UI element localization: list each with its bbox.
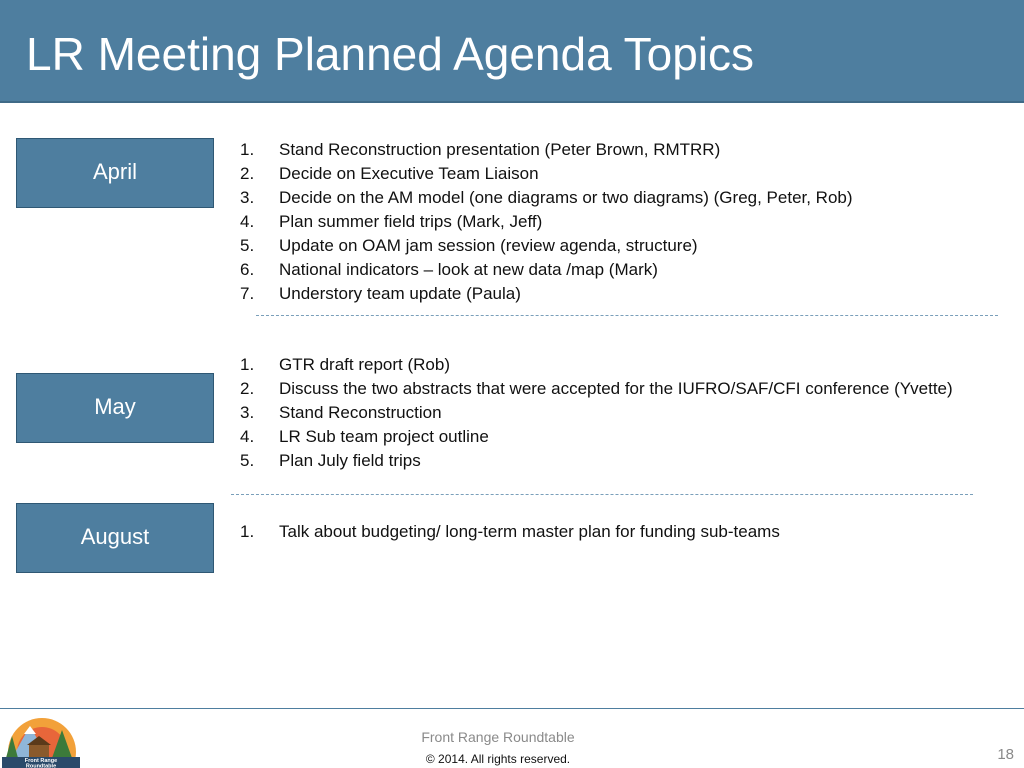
list-number: 4. bbox=[240, 212, 255, 231]
list-number: 7. bbox=[240, 284, 255, 303]
list-item bbox=[240, 234, 853, 258]
month-label-august bbox=[16, 503, 214, 573]
list-item-text: Understory team update (Paula) bbox=[279, 284, 521, 303]
title-banner bbox=[0, 0, 1024, 103]
month-label-text: May bbox=[94, 394, 136, 419]
list-number: 3. bbox=[240, 188, 255, 207]
section-divider bbox=[231, 494, 973, 495]
list-number: 1. bbox=[240, 522, 255, 541]
footer-copyright: © 2014. All rights reserved. bbox=[425, 752, 571, 766]
list-item bbox=[240, 401, 953, 425]
list-item-text: Plan July field trips bbox=[279, 451, 421, 470]
footer-divider bbox=[0, 708, 1024, 709]
list-item bbox=[240, 138, 853, 162]
month-label-may bbox=[16, 373, 214, 443]
footer-organization: Front Range Roundtable bbox=[421, 729, 575, 745]
list-item-text: Decide on Executive Team Liaison bbox=[279, 164, 539, 183]
list-item bbox=[240, 282, 853, 306]
agenda-list-april bbox=[240, 138, 853, 306]
list-number: 4. bbox=[240, 427, 255, 446]
list-number: 1. bbox=[240, 140, 255, 159]
list-item-text: Stand Reconstruction bbox=[279, 403, 442, 422]
list-item-text: Discuss the two abstracts that were accepted for the IUFRO/SAF/CFI conference (Yvette) bbox=[279, 379, 953, 398]
list-number: 5. bbox=[240, 236, 255, 255]
list-item bbox=[240, 353, 953, 377]
logo-text-top: Front Range bbox=[24, 758, 58, 764]
list-item-text: Decide on the AM model (one diagrams or two diagrams) (Greg, Peter, Rob) bbox=[279, 188, 853, 207]
list-item-text: Update on OAM jam session (review agenda, structure) bbox=[279, 236, 698, 255]
list-item-text: Talk about budgeting/ long-term master plan for funding sub-teams bbox=[279, 522, 780, 541]
list-item-text: National indicators – look at new data /map (Mark) bbox=[279, 260, 658, 279]
list-item bbox=[240, 162, 853, 186]
agenda-list-august bbox=[240, 520, 780, 544]
list-number: 2. bbox=[240, 379, 255, 398]
slide-number: 18 bbox=[997, 746, 1014, 763]
section-divider bbox=[256, 315, 998, 316]
logo-text-bottom: Roundtable bbox=[25, 763, 57, 768]
list-item bbox=[240, 449, 953, 473]
month-label-text: April bbox=[92, 159, 137, 184]
month-label-text: August bbox=[80, 524, 150, 549]
list-item bbox=[240, 186, 853, 210]
list-number: 2. bbox=[240, 164, 255, 183]
page-title: LR Meeting Planned Agenda Topics bbox=[26, 28, 755, 80]
list-number: 3. bbox=[240, 403, 255, 422]
list-item-text: GTR draft report (Rob) bbox=[279, 355, 450, 374]
list-item bbox=[240, 258, 853, 282]
agenda-list-may bbox=[240, 353, 953, 473]
cabin-shape bbox=[29, 744, 49, 757]
list-item bbox=[240, 210, 853, 234]
list-item bbox=[240, 377, 953, 401]
list-item bbox=[240, 520, 780, 544]
list-item bbox=[240, 425, 953, 449]
front-range-roundtable-logo bbox=[2, 712, 80, 768]
list-item-text: Plan summer field trips (Mark, Jeff) bbox=[279, 212, 543, 231]
list-number: 6. bbox=[240, 260, 255, 279]
list-number: 1. bbox=[240, 355, 255, 374]
list-number: 5. bbox=[240, 451, 255, 470]
list-item-text: LR Sub team project outline bbox=[279, 427, 489, 446]
month-label-april bbox=[16, 138, 214, 208]
list-item-text: Stand Reconstruction presentation (Peter Brown, RMTRR) bbox=[279, 140, 721, 159]
